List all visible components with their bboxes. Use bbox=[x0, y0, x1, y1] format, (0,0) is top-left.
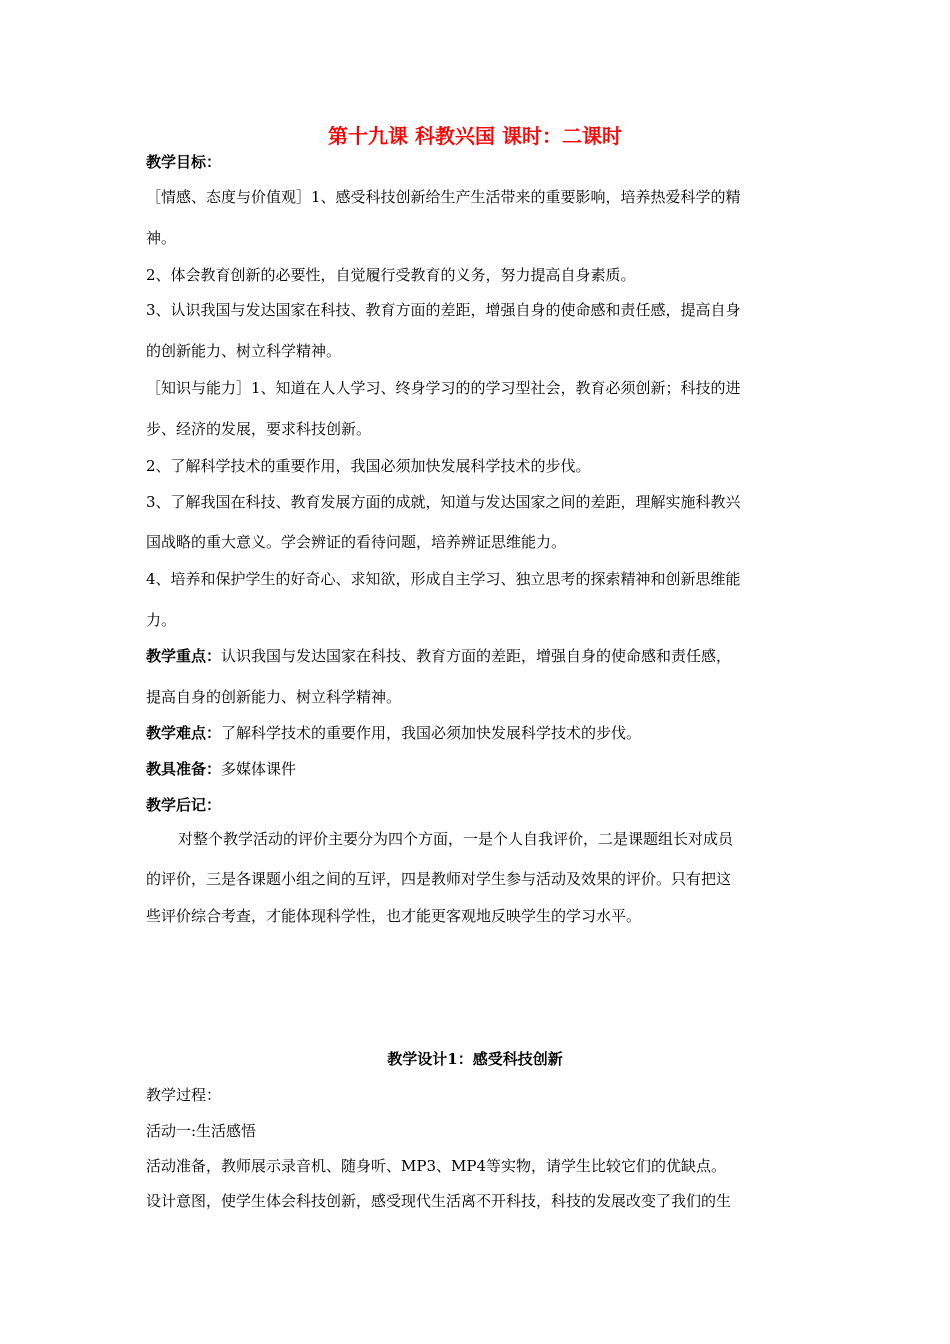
design-line: 设计意图，使学生体会科技创新，感受现代生活离不开科技，科技的发展改变了我们的生 bbox=[146, 1192, 732, 1210]
design-heading: 教学设计1：感受科技创新 bbox=[387, 1050, 563, 1068]
objective-line: 神。 bbox=[146, 229, 177, 247]
tools-label: 教具准备： bbox=[146, 760, 222, 778]
difficulty-text: 了解科学技术的重要作用，我国必须加快发展科学技术的步伐。 bbox=[221, 724, 642, 742]
lesson-title: 第十九课 科教兴国 课时：二课时 bbox=[328, 124, 622, 148]
objective-line: 3、认识我国与发达国家在科技、教育方面的差距，增强自身的使命感和责任感，提高自身 bbox=[146, 301, 741, 319]
key-point-row bbox=[146, 645, 810, 667]
design-line: 活动准备，教师展示录音机、随身听、MP3、MP4等实物，请学生比较它们的优缺点。 bbox=[146, 1157, 726, 1175]
key-point-label: 教学重点： bbox=[146, 647, 222, 665]
objective-line: ［情感、态度与价值观］1、感受科技创新给生产生活带来的重要影响，培养热爱科学的精 bbox=[146, 188, 741, 206]
notes-heading: 教学后记： bbox=[146, 796, 222, 814]
notes-line: 些评价综合考查，才能体现科学性，也才能更客观地反映学生的学习水平。 bbox=[146, 907, 642, 925]
objective-line: 步、经济的发展，要求科技创新。 bbox=[146, 420, 372, 438]
objective-line: 2、了解科学技术的重要作用，我国必须加快发展科学技术的步伐。 bbox=[146, 457, 591, 475]
difficulty-label: 教学难点： bbox=[146, 724, 222, 742]
objective-line: ［知识与能力］1、知道在人人学习、终身学习的的学习型社会，教育必须创新；科技的进 bbox=[146, 379, 741, 397]
objective-line: 3、了解我国在科技、教育发展方面的成就，知道与发达国家之间的差距，理解实施科教兴 bbox=[146, 493, 741, 511]
design-line: 教学过程： bbox=[146, 1086, 222, 1104]
objective-line: 的创新能力、树立科学精神。 bbox=[146, 342, 342, 360]
key-point-continued: 提高自身的创新能力、树立科学精神。 bbox=[146, 688, 402, 706]
notes-line: 的评价，三是各课题小组之间的互评，四是教师对学生参与活动及效果的评价。只有把这 bbox=[146, 870, 732, 888]
objective-line: 4、培养和保护学生的好奇心、求知欲，形成自主学习、独立思考的探索精神和创新思维能 bbox=[146, 570, 741, 588]
objective-line: 2、体会教育创新的必要性，自觉履行受教育的义务，努力提高自身素质。 bbox=[146, 266, 636, 284]
key-point-text: 认识我国与发达国家在科技、教育方面的差距，增强自身的使命感和责任感， bbox=[221, 647, 732, 665]
tools-text: 多媒体课件 bbox=[221, 760, 297, 778]
objective-line: 国战略的重大意义。学会辨证的看待问题，培养辨证思维能力。 bbox=[146, 533, 567, 551]
difficulty-row bbox=[146, 722, 810, 744]
tools-row bbox=[146, 758, 810, 780]
design-line: 活动一:生活感悟 bbox=[146, 1122, 257, 1140]
objective-line: 力。 bbox=[146, 611, 177, 629]
notes-line: 对整个教学活动的评价主要分为四个方面，一是个人自我评价，二是课题组长对成员 bbox=[178, 830, 734, 848]
objectives-heading: 教学目标： bbox=[146, 153, 222, 171]
